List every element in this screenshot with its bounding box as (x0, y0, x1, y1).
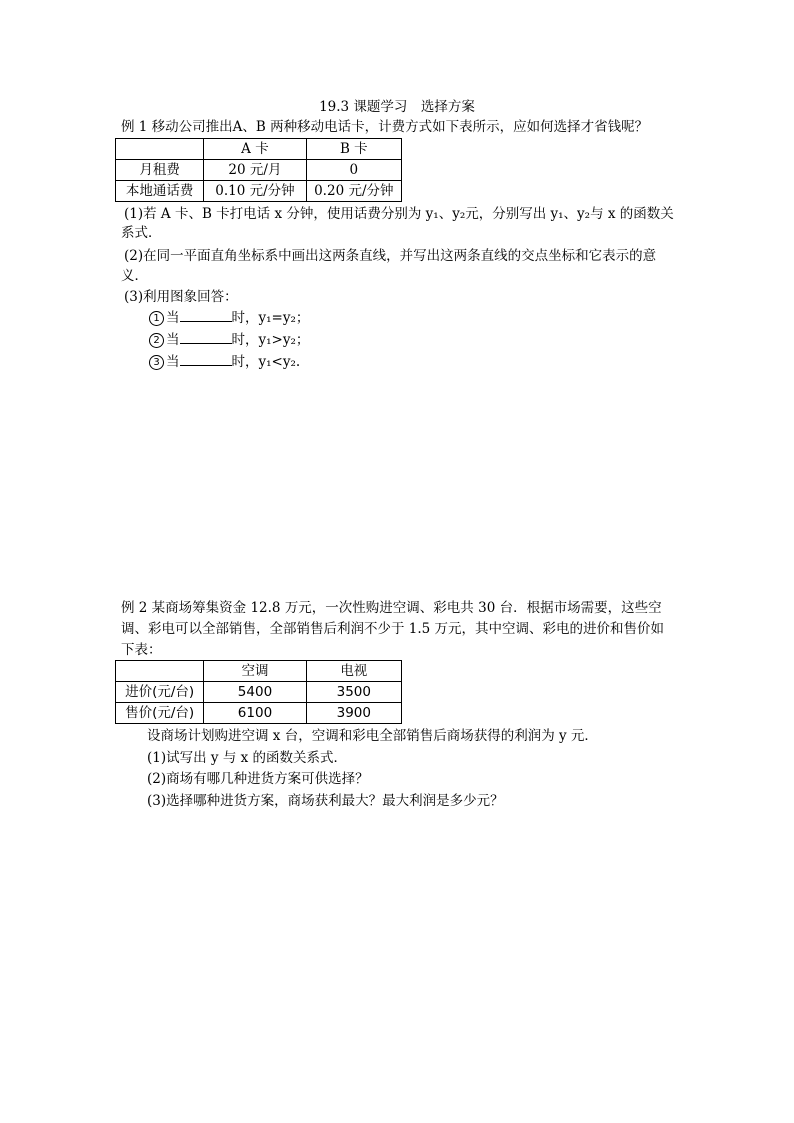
page-title: 19.3 课题学习 选择方案 (319, 99, 475, 115)
table-row (116, 181, 402, 202)
appliance-price-table (115, 660, 402, 724)
sub-question-2 (149, 330, 309, 350)
example-1-question-1-line-2: 系式． (121, 225, 162, 241)
circled-number-icon: 2 (149, 333, 164, 348)
answer-blank (180, 308, 232, 322)
table-row (116, 703, 402, 724)
table-cell: 3500 (306, 682, 401, 703)
sub-question-prefix: 当 (166, 310, 180, 326)
example-1-question-2-line-2: 义． (121, 268, 148, 284)
table-cell: 0 (306, 160, 401, 181)
table-cell: 0.10 元/分钟 (204, 181, 306, 202)
table-header-row (116, 139, 402, 160)
example-2-question-2: (2)商场有哪几种进货方案可供选择？ (147, 771, 369, 787)
example-2-question-3: (3)选择哪种进货方案，商场获利最大？最大利润是多少元？ (147, 793, 504, 809)
table-cell: 进价(元/台) (116, 682, 204, 703)
sub-question-suffix: 时，y₁=y₂； (231, 310, 310, 326)
sub-question-suffix: 时，y₁<y₂. (231, 354, 301, 370)
table-cell (116, 139, 204, 160)
sub-question-3 (149, 352, 300, 372)
table-cell: 3900 (306, 703, 401, 724)
table-cell: 空调 (204, 661, 306, 682)
example-2-question-1: (1)试写出 y 与 x 的函数关系式． (147, 750, 348, 766)
sub-question-prefix: 当 (166, 354, 180, 370)
example-1-question-3: (3)利用图象回答： (124, 289, 238, 305)
table-row (116, 160, 402, 181)
circled-number-icon: 1 (149, 311, 164, 326)
example-1-question-1-line-1: (1)若 A 卡、B 卡打电话 x 分钟，使用话费分别为 y₁、y₂元，分别写出 y₁、y₂与 x 的函数关 (124, 206, 674, 222)
example-2-line-2: 调、彩电可以全部销售，全部销售后利润不少于 1.5 万元，其中空调、彩电的进价和售价如 (121, 621, 665, 637)
example-1-question-2-line-1: (2)在同一平面直角坐标系中画出这两条直线，并写出这两条直线的交点坐标和它表示的意 (124, 248, 657, 264)
answer-blank (180, 330, 232, 344)
table-cell: 月租费 (116, 160, 204, 181)
phone-card-table (115, 138, 402, 202)
table-cell: 电视 (306, 661, 401, 682)
table-cell: 5400 (204, 682, 306, 703)
example-2-setup: 设商场计划购进空调 x 台，空调和彩电全部销售后商场获得的利润为 y 元． (147, 728, 598, 744)
table-cell: 20 元/月 (204, 160, 306, 181)
table-header-row (116, 661, 402, 682)
table-cell: A 卡 (204, 139, 306, 160)
example-2-line-3: 下表： (121, 642, 162, 658)
table-cell: B 卡 (306, 139, 401, 160)
table-cell: 售价(元/台) (116, 703, 204, 724)
circled-number-icon: 3 (149, 355, 164, 370)
table-cell (116, 661, 204, 682)
sub-question-1 (149, 308, 309, 328)
table-cell: 6100 (204, 703, 306, 724)
answer-blank (180, 352, 232, 366)
sub-question-prefix: 当 (166, 332, 180, 348)
table-cell: 本地通话费 (116, 181, 204, 202)
sub-question-suffix: 时，y₁>y₂； (231, 332, 310, 348)
example-1-intro: 例 1 移动公司推出A、B 两种移动电话卡，计费方式如下表所示，应如何选择才省钱呢？ (121, 119, 649, 135)
table-cell: 0.20 元/分钟 (306, 181, 401, 202)
example-2-line-1: 例 2 某商场筹集资金 12.8 万元，一次性购进空调、彩电共 30 台．根据市场需要，这些空 (121, 600, 662, 616)
table-row (116, 682, 402, 703)
